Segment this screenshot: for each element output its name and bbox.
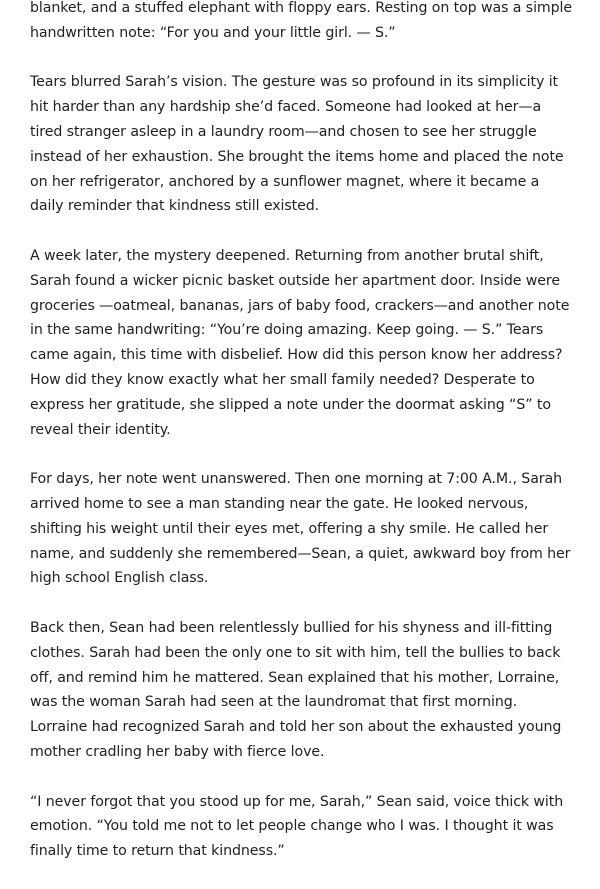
article-paragraph: “I never forgot that you stood up for me, Sarah,” Sean said, voice thick with emotion. “You told me not to let people change who I was. I thought it was finally time to return that kindness.” (30, 793, 564, 860)
article-paragraph: Back then, Sean had been relentlessly bullied for his shyness and ill-fitting clothes. Sarah had been the only one to sit with him, tell the bullies to back off, and remind him he mattered. Sean explained that his mother, Lorraine, was the woman Sarah had seen at the laundromat that first morning. Lorraine had recognized Sarah and told her son about the exhausted young mother cradling her baby with fierce love. (30, 619, 562, 760)
article-paragraph: Tears blurred Sarah’s vision. The gesture was so profound in its simplicity it hit harder than any hardship she’d faced. Someone had looked at her—a tired stranger asleep in a laundry room—and chosen to see her struggle instead of her exhaustion. She brought the items home and placed the note on her refrigerator, anchored by a sunflower magnet, where it became a daily reminder that kindness still existed. (30, 74, 564, 215)
article-paragraph: blanket, and a stuffed elephant with floppy ears. Resting on top was a simple handwritten note: “For you and your little girl. — S.” (30, 0, 573, 41)
article-body (30, 0, 575, 889)
article-paragraph: A week later, the mystery deepened. Returning from another brutal shift, Sarah found a wicker picnic basket outside her apartment door. Inside were groceries —oatmeal, bananas, jars of baby food, crackers—and another note in the same handwriting: “You’re doing amazing. Keep going. — S.” Tears came again, this time with disbelief. How did this person know her address? How did they know exactly what her small family needed? Desperate to express her gratitude, she slipped a note under the doormat asking “S” to reveal their identity. (30, 247, 570, 438)
article-paragraph: For days, her note went unanswered. Then one morning at 7:00 A.M., Sarah arrived home to see a man standing near the gate. He looked nervous, shifting his weight until their eyes met, offering a shy smile. He called her name, and suddenly she remembered—Sean, a quiet, awkward boy from her high school English class. (30, 471, 571, 587)
